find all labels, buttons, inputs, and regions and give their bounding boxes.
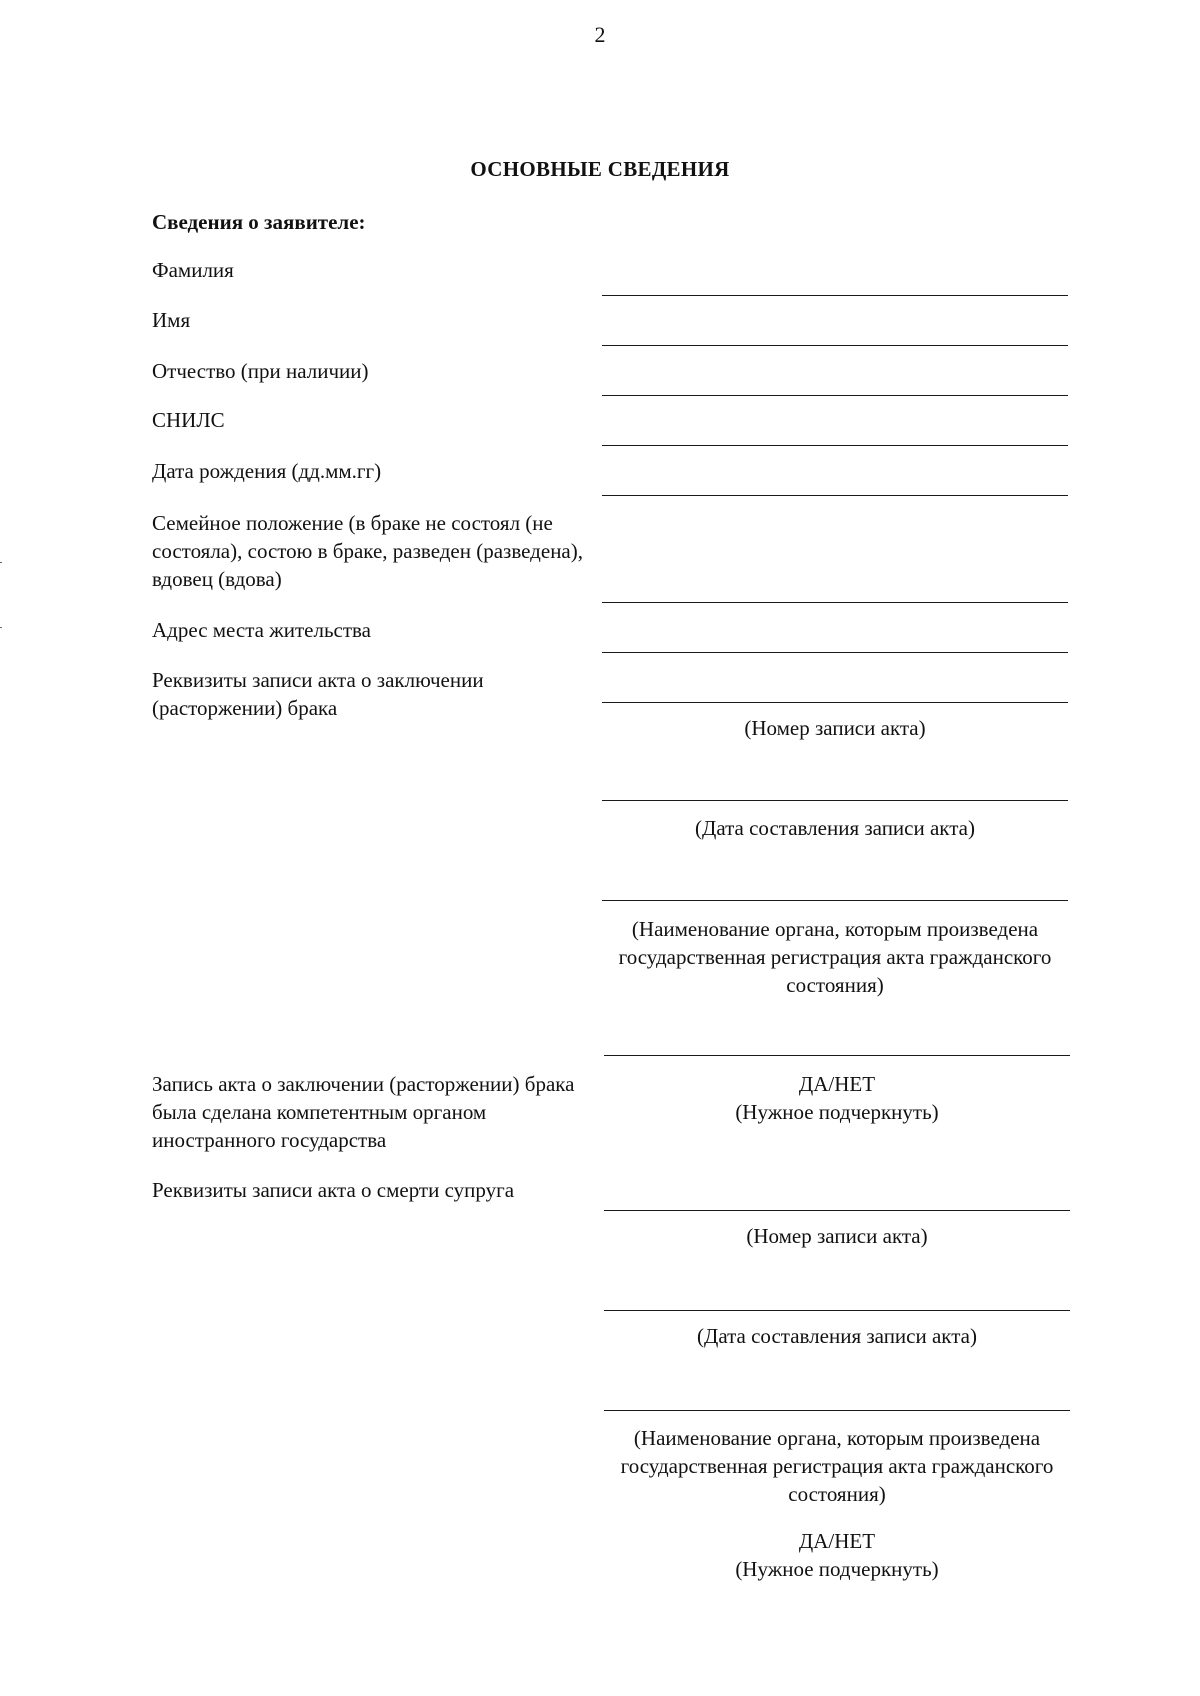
birth-date-label: Дата рождения (дд.мм.гг) xyxy=(152,459,382,483)
authority-caption: (Наименование органа, которым произведена государственная регистрация акта гражданского состояния) xyxy=(618,917,1052,997)
foreign-record-label: Запись акта о заключении (расторжении) брака была сделана компетентным органом иностранного государства xyxy=(152,1072,575,1152)
birth-date-field[interactable] xyxy=(602,495,1068,496)
death-record-number-caption: (Номер записи акта) xyxy=(746,1224,928,1248)
name-label: Имя xyxy=(152,308,191,332)
marriage-authority-field[interactable] xyxy=(602,900,1068,901)
section-heading: Сведения о заявителе: xyxy=(152,210,366,234)
death-yes-no-option[interactable]: ДА/НЕТ xyxy=(798,1529,876,1553)
marital-status-field[interactable] xyxy=(602,602,1068,603)
death-record-number-field[interactable] xyxy=(604,1210,1070,1211)
marriage-record-number-field[interactable] xyxy=(602,702,1068,703)
scan-mark xyxy=(0,562,2,563)
snils-label: СНИЛС xyxy=(152,408,225,432)
death-record-date-caption: (Дата составления записи акта) xyxy=(697,1324,977,1348)
page-title: ОСНОВНЫЕ СВЕДЕНИЯ xyxy=(470,157,730,181)
patronymic-field[interactable] xyxy=(602,395,1068,396)
record-number-caption: (Номер записи акта) xyxy=(744,716,926,740)
underline-hint: (Нужное подчеркнуть) xyxy=(735,1100,939,1124)
address-label: Адрес места жительства xyxy=(152,618,371,642)
page-number: 2 xyxy=(594,22,606,47)
foreign-record-field[interactable] xyxy=(604,1055,1070,1056)
death-authority-field[interactable] xyxy=(604,1410,1070,1411)
death-record-date-field[interactable] xyxy=(604,1310,1070,1311)
name-field[interactable] xyxy=(602,345,1068,346)
marital-status-label: Семейное положение (в браке не состоял (не состояла), состою в браке, разведен (разведена), вдовец (вдова) xyxy=(152,511,583,591)
address-field[interactable] xyxy=(602,652,1068,653)
snils-field[interactable] xyxy=(602,445,1068,446)
yes-no-option[interactable]: ДА/НЕТ xyxy=(798,1072,876,1096)
death-record-label: Реквизиты записи акта о смерти супруга xyxy=(152,1178,515,1202)
surname-label: Фамилия xyxy=(152,258,234,282)
death-underline-hint: (Нужное подчеркнуть) xyxy=(735,1557,939,1581)
patronymic-label: Отчество (при наличии) xyxy=(152,359,369,383)
death-authority-caption: (Наименование органа, которым произведена государственная регистрация акта гражданского состояния) xyxy=(620,1426,1054,1506)
marriage-record-label: Реквизиты записи акта о заключении (расторжении) брака xyxy=(152,668,484,720)
record-date-caption: (Дата составления записи акта) xyxy=(695,816,975,840)
scan-mark xyxy=(0,627,2,628)
surname-field[interactable] xyxy=(602,295,1068,296)
marriage-record-date-field[interactable] xyxy=(602,800,1068,801)
